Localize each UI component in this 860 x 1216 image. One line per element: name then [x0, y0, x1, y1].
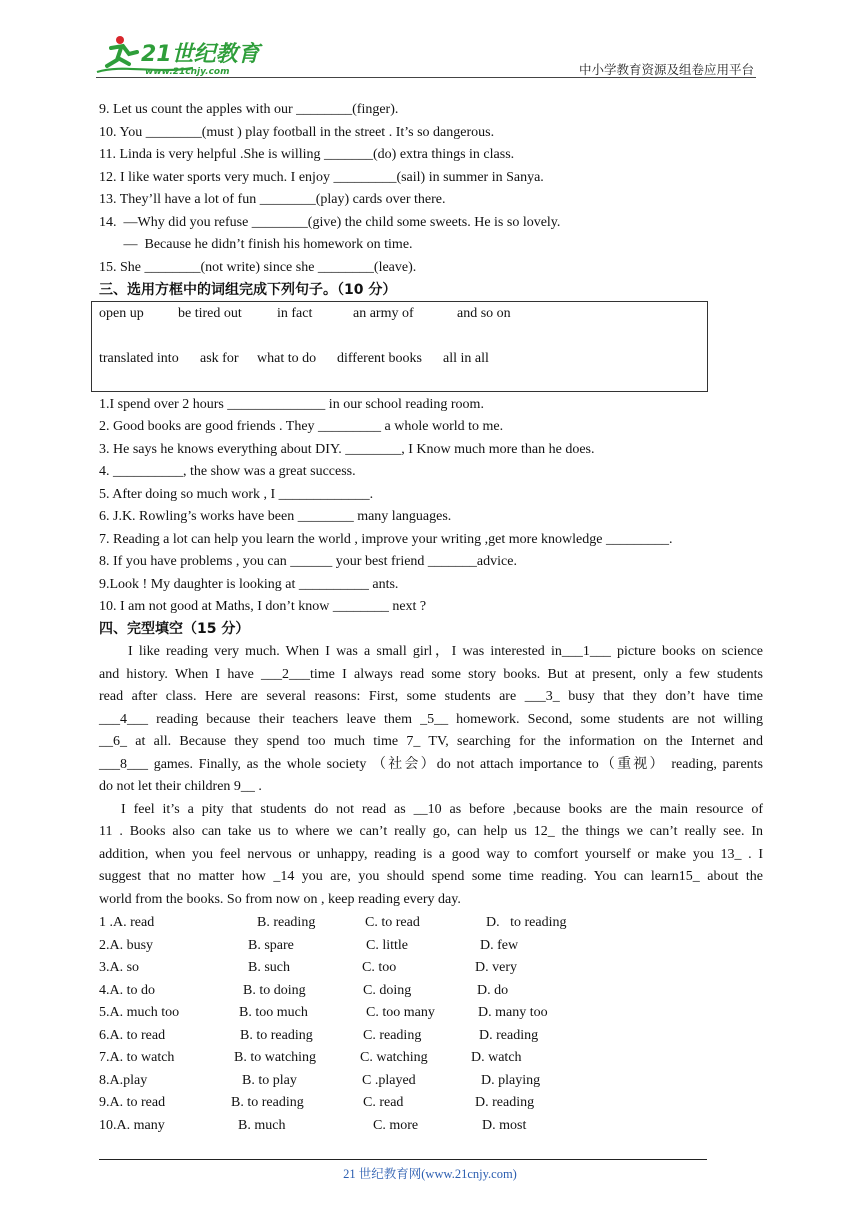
phrase: in fact	[277, 306, 313, 321]
logo-text: 21世纪教育	[141, 42, 260, 67]
cloze-line: I feel it’s a pity that students do not read as __10 as before ,because books are the main resource of	[121, 802, 763, 817]
option-choice: 3.A. so	[99, 960, 140, 975]
question-line: 7. Reading a lot can help you learn the world , improve your writing ,get more knowledge _________.	[99, 532, 673, 547]
option-choice: C. to read	[365, 915, 420, 930]
option-choice: C. too	[362, 960, 397, 975]
option-choice: B. to reading	[231, 1095, 304, 1110]
option-choice: D. to reading	[486, 915, 567, 930]
option-choice: D. few	[480, 937, 519, 953]
option-choice: C. read	[363, 1095, 404, 1110]
cloze-line: read after class. Here are several reasons: First, some students are ___3_ busy that they don’t have time	[99, 689, 763, 704]
option-choice: 5.A. much too	[99, 1005, 180, 1020]
question-line: 1.I spend over 2 hours ______________ in our school reading room.	[99, 397, 484, 412]
cloze-line: ___8___ games. Finally, as the whole society （社会）do not attach importance to（重视） reading, parents	[99, 757, 763, 772]
phrase: all in all	[443, 351, 489, 366]
header-divider	[96, 77, 756, 78]
option-choice: B. too much	[239, 1005, 308, 1020]
option-choice: C. little	[366, 937, 408, 953]
question-line: 5. After doing so much work , I _____________.	[99, 487, 374, 502]
question-line: 14. —Why did you refuse ________(give) the child some sweets. He is so lovely.	[99, 215, 561, 230]
option-choice: C .played	[362, 1072, 416, 1088]
phrase: be tired out	[178, 306, 242, 321]
phrase: an army of	[353, 306, 414, 321]
question-line: 8. If you have problems , you can ______ your best friend _______advice.	[99, 554, 517, 569]
option-choice: B. reading	[257, 915, 316, 930]
header-platform-text: 中小学教育资源及组卷应用平台	[578, 62, 754, 77]
option-choice: D. do	[477, 982, 509, 998]
question-line: 11. Linda is very helpful .She is willing _______(do) extra things in class.	[99, 147, 515, 162]
phrase: open up	[99, 306, 144, 321]
option-choice: 7.A. to watch	[99, 1050, 175, 1065]
phrase: translated into	[99, 351, 179, 366]
section3-heading: 三、选用方框中的词组完成下列句子。（10 分）	[99, 282, 397, 298]
option-choice: D. watch	[471, 1050, 522, 1065]
option-choice: 10.A. many	[99, 1117, 165, 1133]
question-line: 6. J.K. Rowling’s works have been ________ many languages.	[99, 509, 452, 524]
option-choice: B. spare	[248, 937, 294, 953]
option-choice: D. most	[482, 1117, 527, 1133]
question-line: 2. Good books are good friends . They _________ a whole world to me.	[99, 419, 504, 434]
cloze-line: suggest that no matter how _14 you are, you should spend some time reading. You can learn15_ about the	[99, 869, 763, 884]
option-choice: C. reading	[363, 1027, 422, 1043]
option-choice: D. playing	[481, 1072, 541, 1088]
option-choice: D. very	[475, 960, 517, 975]
cloze-line: and history. When I have ___2___time I always read some story books. But at present, only a few students	[99, 667, 763, 682]
option-choice: D. many too	[478, 1005, 548, 1020]
cloze-line: world from the books. So from now on , keep reading every day.	[99, 892, 461, 907]
phrase: what to do	[257, 351, 317, 366]
option-choice: B. to doing	[243, 982, 306, 998]
question-line: 13. They’ll have a lot of fun ________(play) cards over there.	[99, 192, 446, 207]
option-choice: D. reading	[475, 1095, 535, 1110]
option-choice: 8.A.play	[99, 1072, 148, 1088]
phrase: and so on	[457, 306, 511, 321]
option-choice: C. doing	[363, 982, 412, 998]
question-line: 9. Let us count the apples with our ________(finger).	[99, 102, 399, 117]
logo-url: www.21cnjy.com	[145, 67, 230, 77]
question-line: 4. __________, the show was a great success.	[99, 464, 356, 479]
section4-heading: 四、完型填空（15 分）	[99, 621, 250, 637]
cloze-line: do not let their children 9__ .	[99, 779, 262, 794]
option-choice: B. much	[238, 1117, 286, 1133]
option-choice: 9.A. to read	[99, 1095, 166, 1110]
option-choice: B. such	[248, 960, 290, 975]
option-choice: C. too many	[366, 1005, 435, 1020]
option-choice: C. watching	[360, 1050, 428, 1065]
option-choice: C. more	[373, 1117, 419, 1133]
question-line: 3. He says he knows everything about DIY. ________, I Know much more than he does.	[99, 442, 595, 457]
option-choice: B. to reading	[240, 1027, 313, 1043]
phrase: ask for	[200, 351, 239, 366]
footer-text: 21 世纪教育网(www.21cnjy.com)	[343, 1167, 517, 1181]
cloze-line: 11 . Books also can take us to where we can’t really go, can help us 12_ the things we can’t really see. In	[99, 824, 763, 839]
option-choice: 6.A. to read	[99, 1027, 166, 1043]
cloze-line: I like reading very much. When I was a small girl，I was interested in___1___ picture books on science	[128, 644, 763, 659]
question-line: 12. I like water sports very much. I enjoy _________(sail) in summer in Sanya.	[99, 170, 544, 185]
question-line: 9.Look ! My daughter is looking at __________ ants.	[99, 577, 399, 592]
option-choice: 4.A. to do	[99, 982, 155, 998]
option-choice: B. to watching	[234, 1050, 317, 1065]
option-choice: D. reading	[479, 1027, 539, 1043]
question-line: 10. I am not good at Maths, I don’t know ________ next ?	[99, 599, 427, 614]
option-choice: 2.A. busy	[99, 937, 154, 953]
question-line: 10. You ________(must ) play football in the street . It’s so dangerous.	[99, 125, 495, 140]
phrase: different books	[337, 351, 422, 366]
cloze-line: addition, when you feel nervous or unhappy, reading is a good way to comfort yourself or make you 13_ . I	[99, 847, 763, 862]
option-choice: 1 .A. read	[99, 915, 155, 930]
option-choice: B. to play	[242, 1072, 297, 1088]
cloze-line: ___4___ reading because their teachers leave them _5__ homework. Second, some students are not willing	[99, 712, 763, 727]
question-line: 15. She ________(not write) since she ________(leave).	[99, 260, 417, 275]
site-logo	[93, 34, 268, 78]
cloze-line: __6_ at all. Because they spend too much time 7_ TV, searching for the information on the Internet and	[99, 734, 763, 749]
question-line: — Because he didn’t finish his homework on time.	[99, 237, 413, 252]
footer-divider	[99, 1159, 707, 1160]
